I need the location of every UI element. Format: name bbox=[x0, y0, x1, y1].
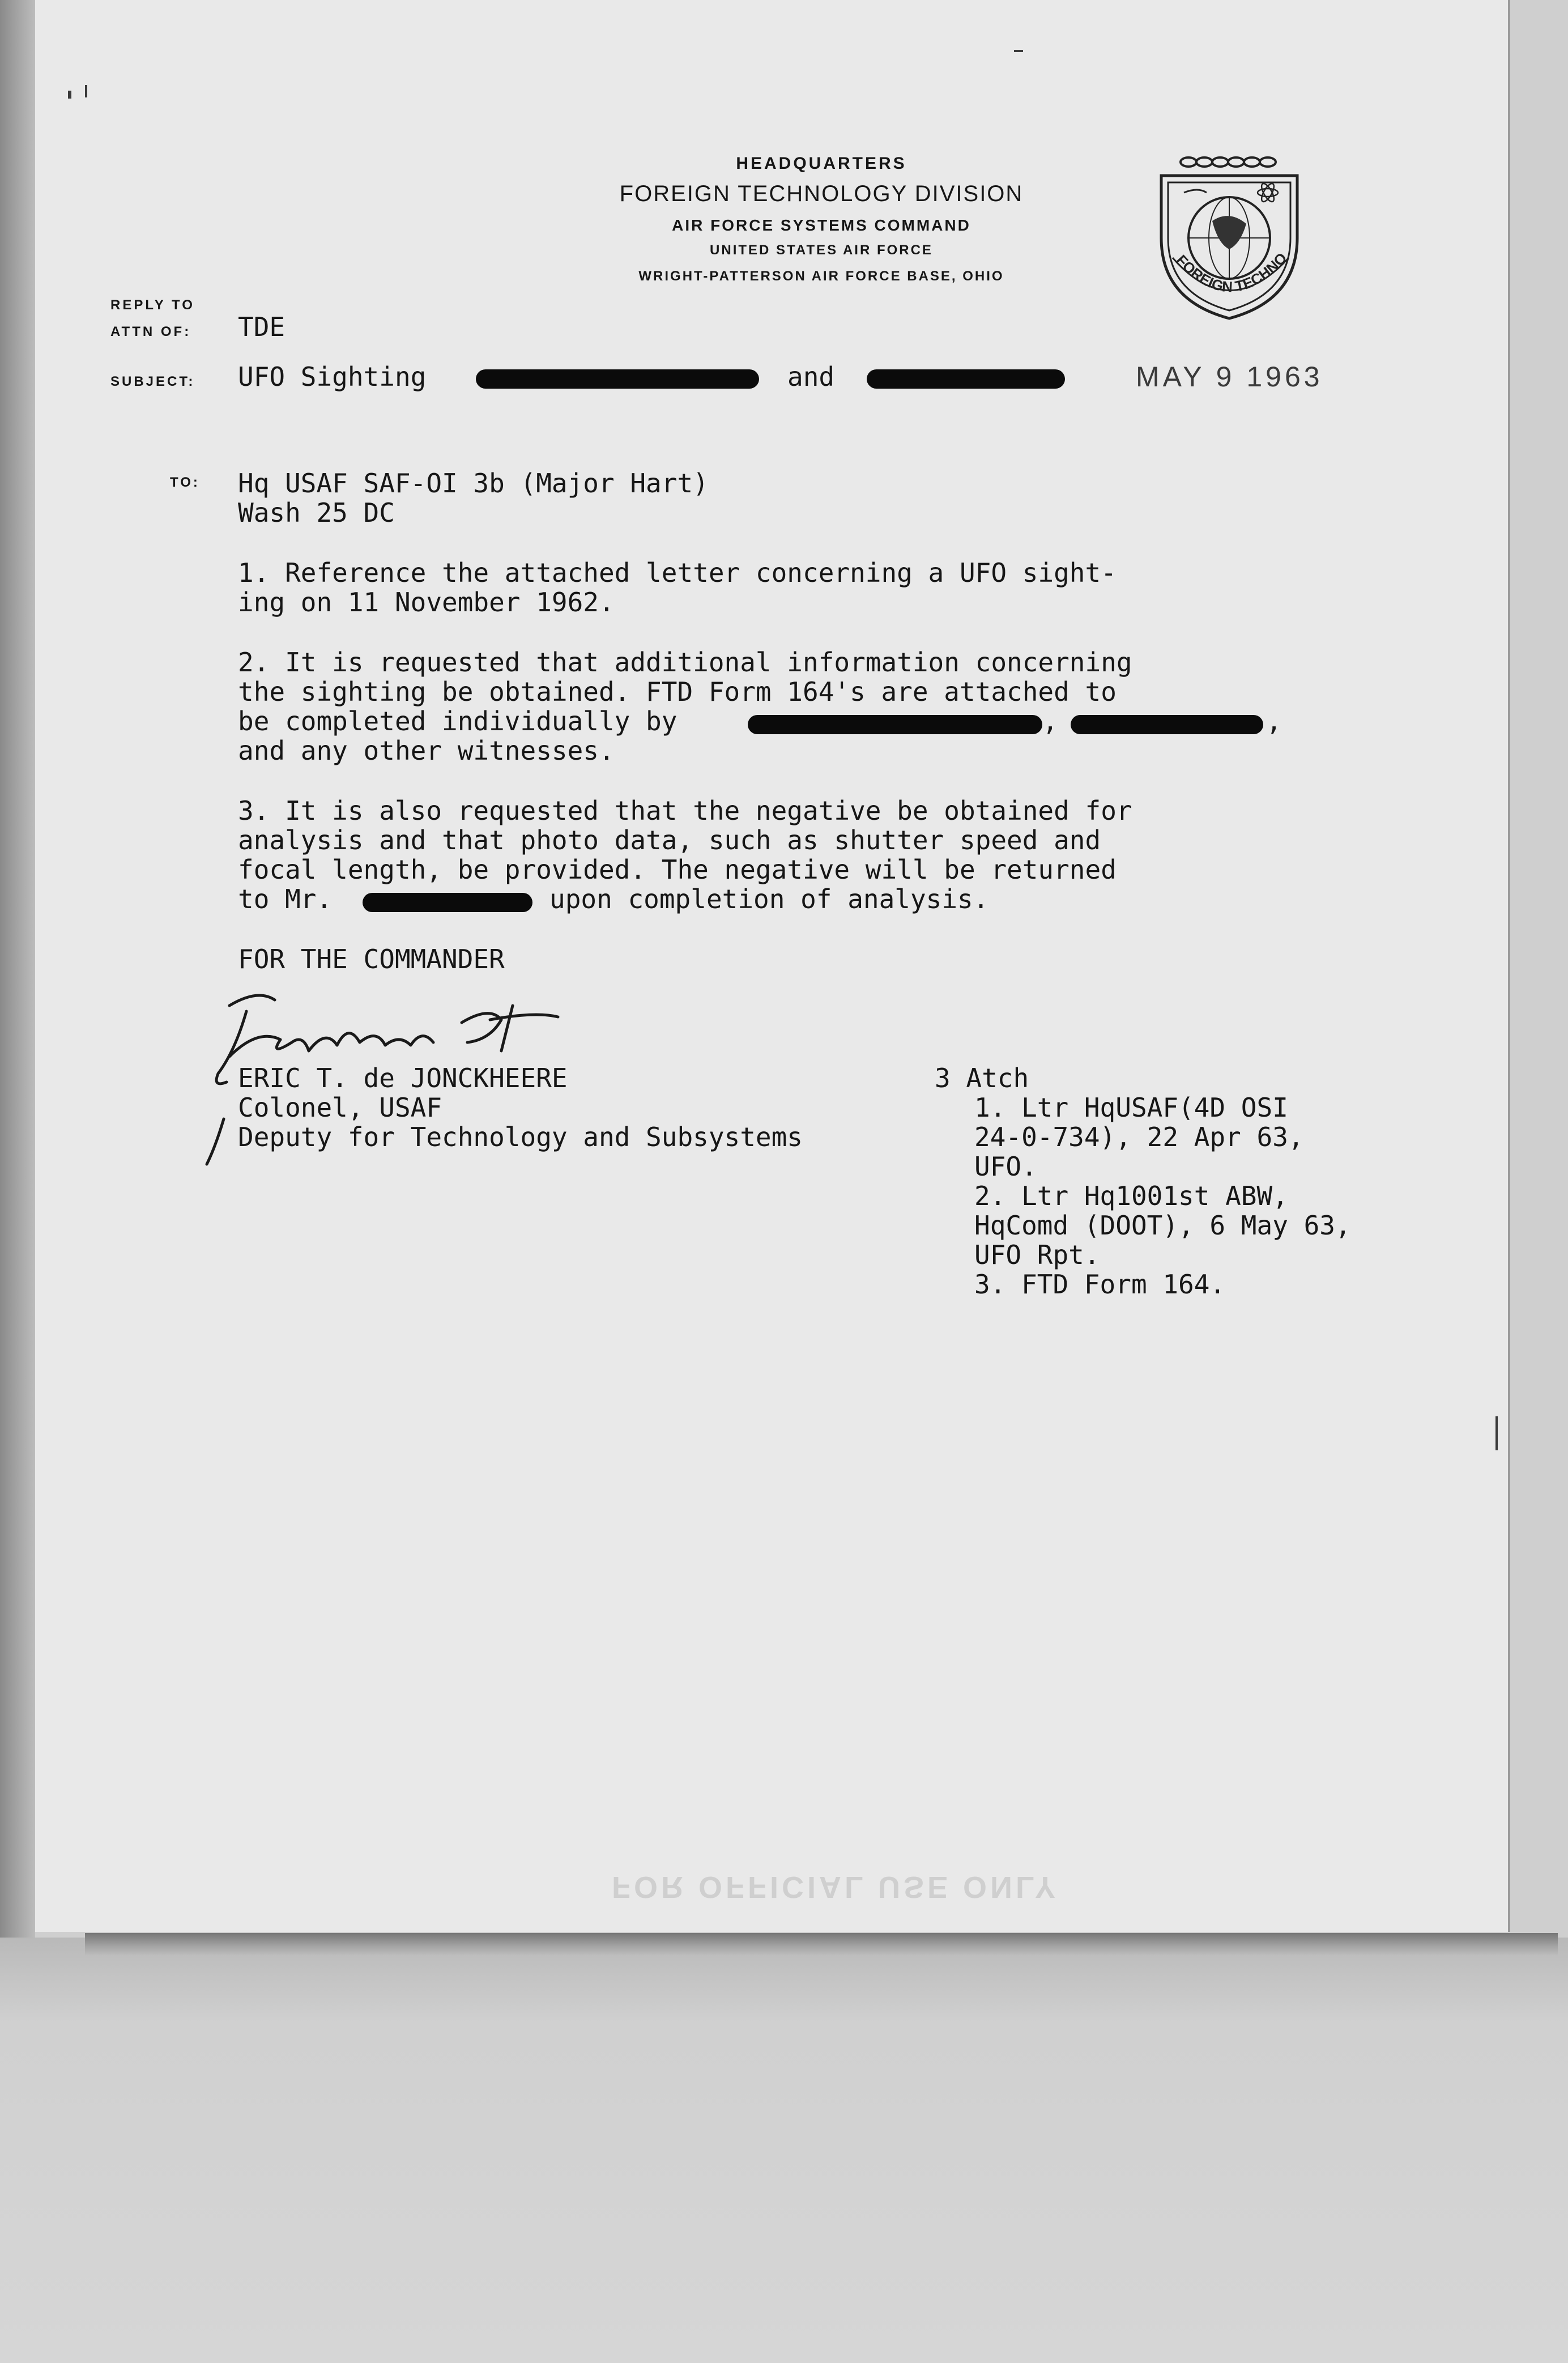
ftd-seal-icon bbox=[1144, 153, 1314, 323]
attachments-heading: 3 Atch bbox=[935, 1063, 1029, 1093]
stray-mark bbox=[1495, 1416, 1498, 1450]
scan-left-margin bbox=[0, 0, 35, 1949]
attn-of-label: ATTN OF: bbox=[110, 324, 191, 339]
subject-label: SUBJECT: bbox=[110, 374, 195, 389]
paragraph-3-line-1: 3. It is also requested that the negative be obtained for bbox=[238, 795, 1132, 826]
paragraph-2-line-3: be completed individually by bbox=[238, 706, 678, 736]
attachment-2-line-1: 2. Ltr Hq1001st ABW, bbox=[974, 1181, 1288, 1211]
to-label: TO: bbox=[170, 475, 200, 490]
attachment-1-line-2: 24-0-734), 22 Apr 63, bbox=[974, 1122, 1304, 1152]
scan-bottom-area bbox=[0, 1938, 1568, 2363]
for-the-commander: FOR THE COMMANDER bbox=[238, 944, 505, 974]
letterhead-address: WRIGHT-PATTERSON AIR FORCE BASE, OHIO bbox=[638, 269, 1004, 284]
paragraph-2-end-comma: , bbox=[1266, 706, 1282, 736]
letterhead-service: UNITED STATES AIR FORCE bbox=[710, 242, 933, 258]
signer-rank: Colonel, USAF bbox=[238, 1092, 442, 1123]
stray-mark bbox=[1014, 50, 1023, 52]
paragraph-2-line-2: the sighting be obtained. FTD Form 164's are attached to bbox=[238, 676, 1117, 707]
stray-mark bbox=[85, 85, 87, 97]
attachment-3-line-1: 3. FTD Form 164. bbox=[974, 1269, 1226, 1300]
page-shadow bbox=[85, 1933, 1558, 1956]
seal-banner-text: FOREIGN TECHNO bbox=[1173, 249, 1290, 296]
attachment-2-line-2: HqComd (DOOT), 6 May 63, bbox=[974, 1210, 1351, 1241]
date-stamp: MAY 9 1963 bbox=[1136, 361, 1323, 393]
attachment-1-line-1: 1. Ltr HqUSAF(4D OSI bbox=[974, 1092, 1288, 1123]
redaction-bar bbox=[748, 715, 1042, 734]
to-line-1: Hq USAF SAF-OI 3b (Major Hart) bbox=[238, 468, 709, 499]
attachment-2-line-3: UFO Rpt. bbox=[974, 1240, 1100, 1270]
reply-to-label: REPLY TO bbox=[110, 297, 195, 313]
paragraph-1-line-1: 1. Reference the attached letter concerning a UFO sight- bbox=[238, 557, 1117, 588]
paragraph-3-line-2: analysis and that photo data, such as shutter speed and bbox=[238, 825, 1101, 855]
letterhead-division: FOREIGN TECHNOLOGY DIVISION bbox=[619, 181, 1024, 206]
to-line-2: Wash 25 DC bbox=[238, 497, 395, 528]
redaction-bar bbox=[363, 893, 532, 912]
attn-of-value: TDE bbox=[238, 312, 286, 342]
paragraph-3-line-4-end: upon completion of analysis. bbox=[549, 884, 989, 914]
paragraph-1-line-2: ing on 11 November 1962. bbox=[238, 587, 615, 618]
redaction-bar bbox=[1071, 715, 1263, 734]
paragraph-3-line-4: to Mr. bbox=[238, 884, 333, 914]
paragraph-2-comma: , bbox=[1042, 706, 1058, 736]
bleed-through-marking: FOR OFFICIAL USE ONLY bbox=[612, 1870, 1059, 1904]
attachment-1-line-3: UFO. bbox=[974, 1151, 1037, 1182]
letterhead-headquarters: HEADQUARTERS bbox=[736, 154, 907, 173]
paragraph-2-line-4: and any other witnesses. bbox=[238, 735, 615, 766]
redaction-bar bbox=[476, 369, 759, 389]
paragraph-2-line-1: 2. It is requested that additional information concerning bbox=[238, 647, 1132, 678]
letterhead-command: AIR FORCE SYSTEMS COMMAND bbox=[672, 216, 971, 234]
subject-text: UFO Sighting bbox=[238, 361, 427, 392]
signer-title: Deputy for Technology and Subsystems bbox=[238, 1122, 803, 1152]
subject-and: and bbox=[787, 361, 835, 392]
stray-mark bbox=[68, 91, 71, 99]
signer-name: ERIC T. de JONCKHEERE bbox=[238, 1063, 568, 1093]
redaction-bar bbox=[867, 369, 1065, 389]
paragraph-3-line-3: focal length, be provided. The negative will be returned bbox=[238, 854, 1117, 885]
